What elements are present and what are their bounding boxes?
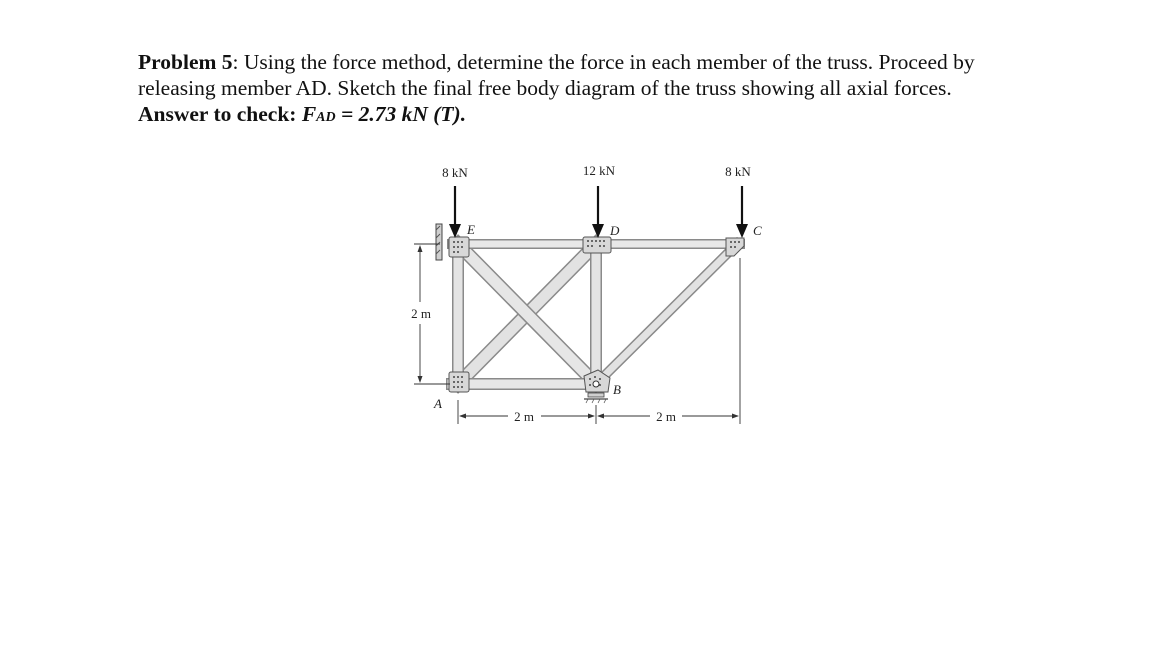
answer-subscript: AD — [316, 110, 336, 125]
node-label-c: C — [753, 223, 762, 238]
node-label-a: A — [434, 396, 442, 411]
answer-value: = 2.73 kN (T). — [335, 102, 467, 126]
truss-members — [452, 244, 740, 384]
problem-text-1: : Using the force method, determine the force in each member of the truss. Proceed by — [232, 50, 975, 74]
load-label-d: 12 kN — [582, 163, 616, 178]
wall-support-e — [436, 224, 442, 260]
problem-line-2: releasing member AD. Sketch the final free body diagram of the truss showing all axial forces. — [138, 76, 952, 100]
node-label-d: D — [610, 223, 620, 238]
answer-label: Answer to check: — [138, 102, 302, 126]
node-label-e: E — [467, 222, 475, 237]
load-label-c: 8 kN — [725, 164, 751, 179]
node-label-b: B — [613, 382, 621, 397]
dimension-span-left-label: 2 m — [514, 409, 534, 424]
load-label-e: 8 kN — [442, 165, 468, 180]
dimension-span-right-label: 2 m — [656, 409, 676, 424]
dimension-height-label: 2 m — [411, 306, 431, 321]
problem-label: Problem 5 — [138, 50, 233, 74]
gusset-d — [583, 237, 611, 253]
load-arrows — [449, 186, 748, 238]
answer-variable: F — [301, 102, 317, 126]
